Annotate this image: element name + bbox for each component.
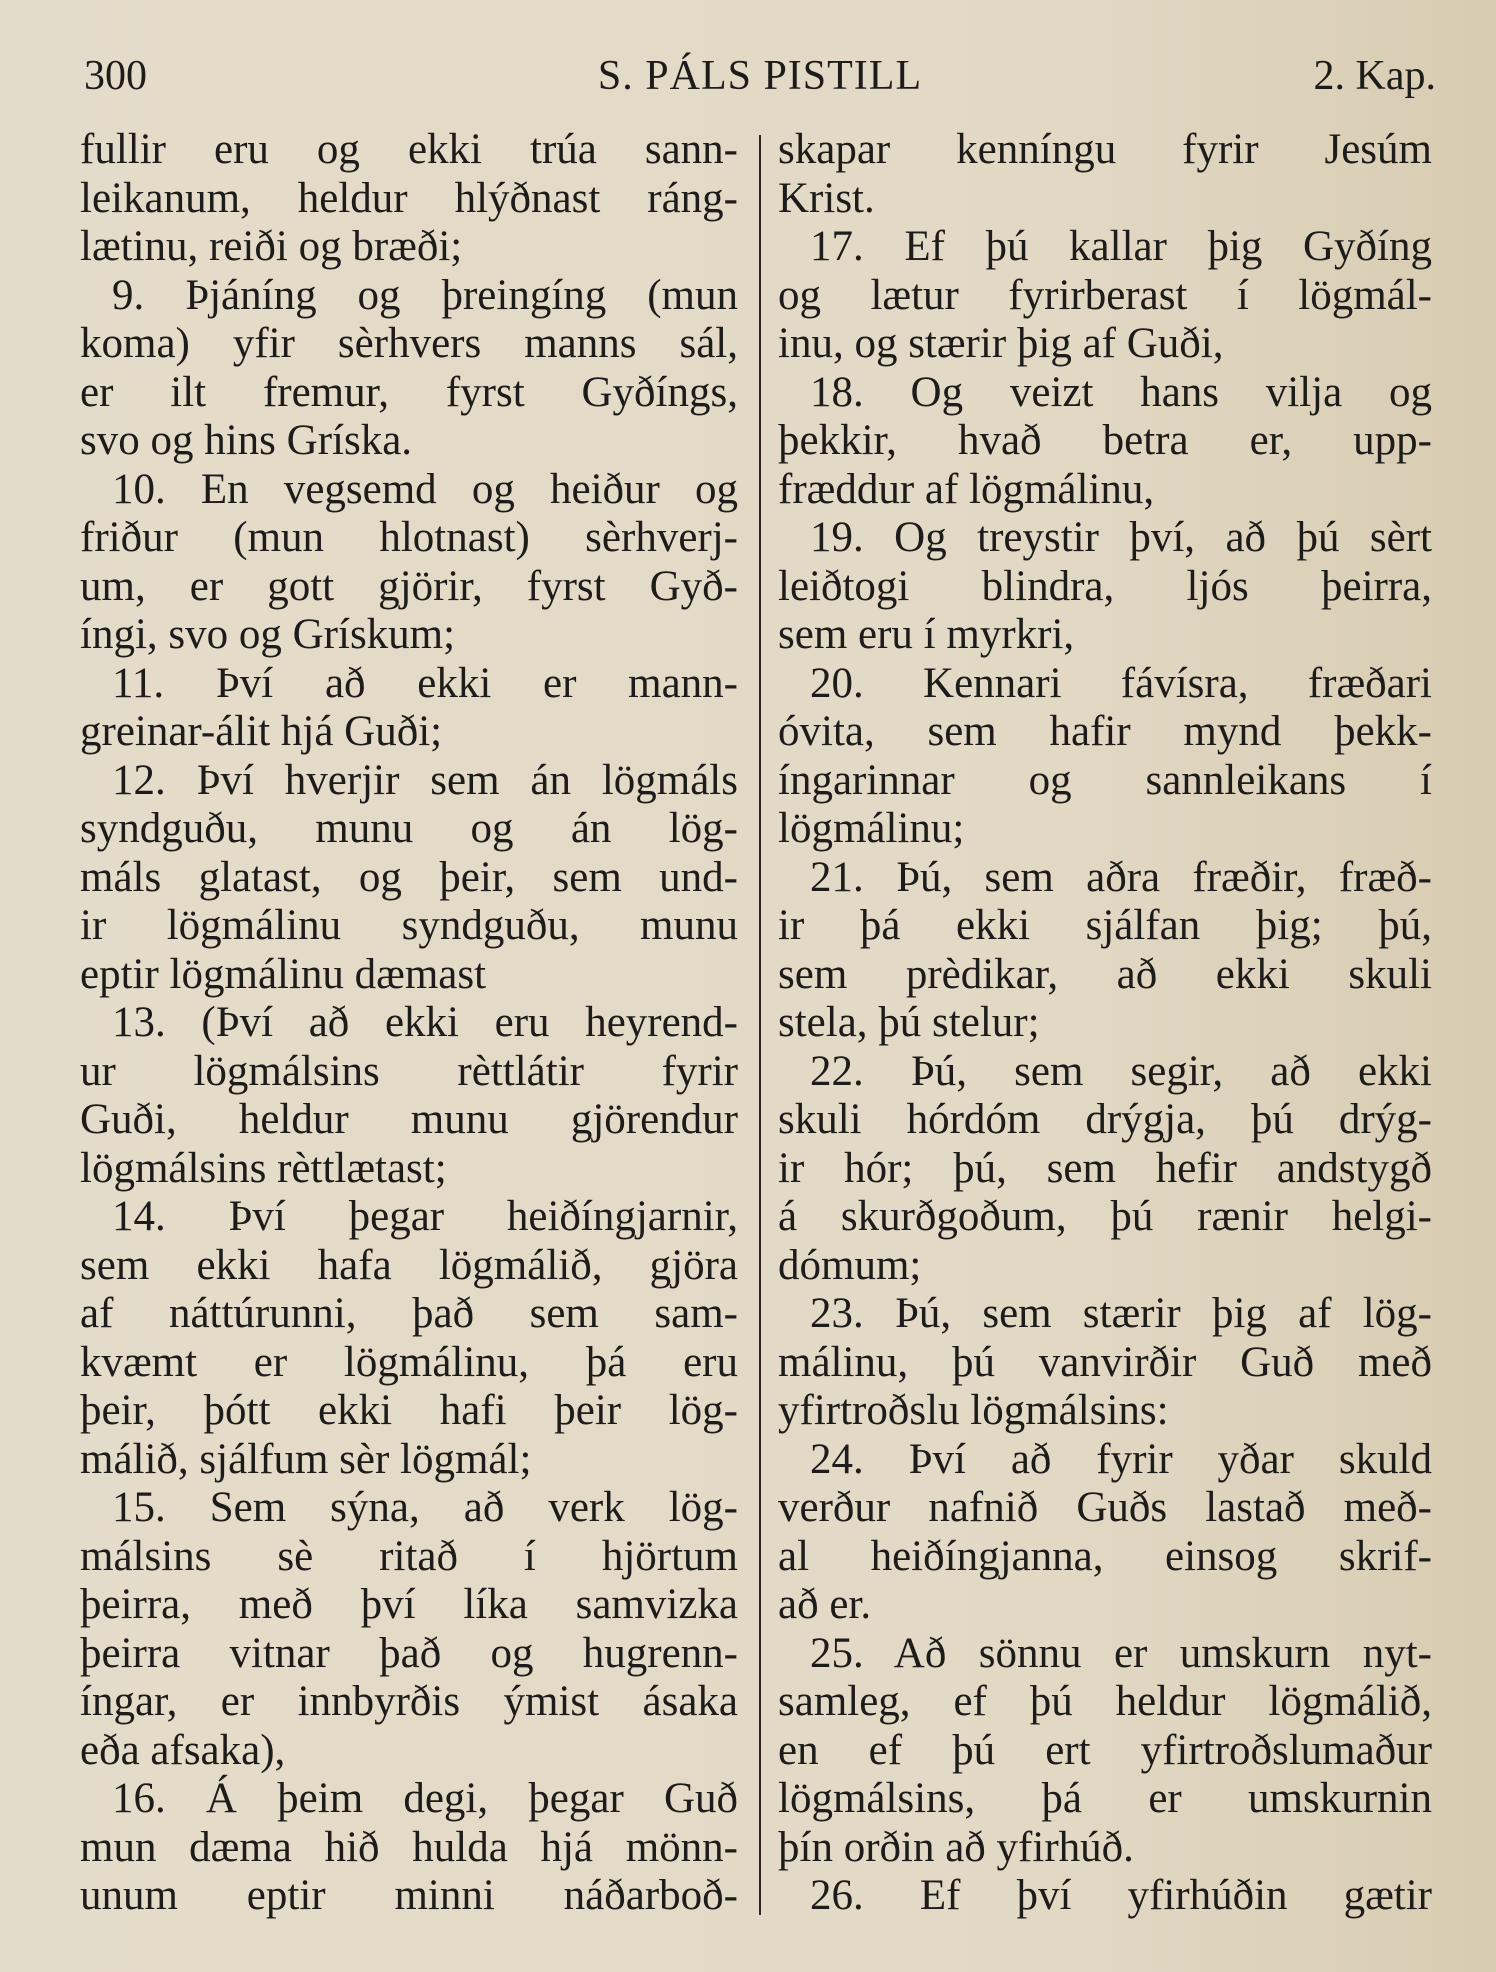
text-line: leikanum, heldur hlýðnast ráng- <box>80 174 738 222</box>
verse-paragraph <box>778 1290 1432 1436</box>
text-line: fullir eru og ekki trúa sann- <box>80 126 738 173</box>
verse-paragraph <box>778 126 1432 223</box>
text-line: 22. Þú, sem segir, að ekki <box>810 1047 1432 1095</box>
verse-paragraph <box>80 660 738 757</box>
text-line: koma) yfir sèrhvers manns sál, <box>80 320 738 367</box>
verse-paragraph <box>778 1872 1432 1921</box>
verse-paragraph <box>80 1775 738 1921</box>
column-divider <box>759 135 761 1915</box>
text-line: íngarinnar og sannleikans í <box>778 756 1432 804</box>
text-line: leiðtogi blindra, ljós þeirra, <box>778 562 1432 610</box>
text-line: friður (mun hlotnast) sèrhverj- <box>80 514 738 561</box>
text-line: íngar, er innbyrðis ýmist ásaka <box>80 1678 738 1725</box>
text-line: 23. Þú, sem stærir þig af lög- <box>810 1290 1432 1337</box>
running-title: S. PÁLS PISTILL <box>597 53 923 99</box>
text-line: skapar kenníngu fyrir Jesúm <box>778 126 1432 173</box>
text-line: 12. Því hverjir sem án lögmáls <box>112 756 738 804</box>
text-line: unum eptir minni náðarboð- <box>80 1872 738 1919</box>
text-line: 17. Ef þú kallar þig Gyðíng <box>810 223 1432 270</box>
text-line: þekkir, hvað betra er, upp- <box>778 417 1432 464</box>
text-line: syndguðu, munu og án lög- <box>80 805 738 852</box>
text-column-right <box>778 126 1432 1921</box>
text-line: eptir lögmálinu dæmast <box>80 950 487 998</box>
text-line: svo og hins Gríska. <box>80 417 413 464</box>
text-line: 18. Og veizt hans vilja og <box>810 368 1432 416</box>
text-line: inu, og stærir þig af Guði, <box>778 320 1224 367</box>
text-line: greinar-álit hjá Guði; <box>80 708 443 755</box>
text-line: Guði, heldur munu gjörendur <box>80 1096 738 1143</box>
text-line: sem ekki hafa lögmálið, gjöra <box>80 1241 738 1289</box>
text-line: málsins sè ritað í hjörtum <box>80 1532 738 1580</box>
text-line: 20. Kennari fávísra, fræðari <box>810 659 1432 707</box>
chapter-label: 2. Kap. <box>1313 53 1436 99</box>
text-line: fræddur af lögmálinu, <box>778 465 1155 513</box>
text-line: þín orðin að yfirhúð. <box>778 1823 1134 1871</box>
text-line: ir þá ekki sjálfan þig; þú, <box>778 902 1432 949</box>
text-line: þeir, þótt ekki hafi þeir lög- <box>80 1387 738 1434</box>
text-line: 24. Því að fyrir yðar skuld <box>810 1435 1432 1483</box>
text-line: sem prèdikar, að ekki skuli <box>778 950 1432 998</box>
text-line: málinu, þú vanvirðir Guð með <box>778 1338 1432 1386</box>
text-line: er ilt fremur, fyrst Gyðíngs, <box>80 368 738 416</box>
text-line: 21. Þú, sem aðra fræðir, fræð- <box>810 853 1432 901</box>
verse-paragraph <box>80 126 738 272</box>
text-line: þeirra vitnar það og hugrenn- <box>80 1629 738 1677</box>
text-line: samleg, ef þú heldur lögmálið, <box>778 1678 1432 1725</box>
text-line: máls glatast, og þeir, sem und- <box>80 853 738 901</box>
text-line: ur lögmálsins rèttlátir fyrir <box>80 1047 738 1095</box>
verse-paragraph <box>778 223 1432 369</box>
verse-paragraph <box>778 514 1432 660</box>
verse-paragraph <box>778 1048 1432 1291</box>
verse-paragraph <box>80 757 738 1000</box>
text-line: 25. Að sönnu er umskurn nyt- <box>810 1629 1432 1677</box>
text-line: en ef þú ert yfirtroðslumaður <box>778 1726 1432 1774</box>
text-line: stela, þú stelur; <box>778 999 1040 1046</box>
text-line: lætinu, reiði og bræði; <box>80 223 463 270</box>
text-line: 10. En vegsemd og heiður og <box>112 465 738 513</box>
text-line: af náttúrunni, það sem sam- <box>80 1290 738 1337</box>
text-line: og lætur fyrirberast í lögmál- <box>778 271 1432 319</box>
text-line: að er. <box>778 1581 872 1628</box>
text-line: málið, sjálfum sèr lögmál; <box>80 1435 532 1483</box>
verse-paragraph <box>80 1193 738 1484</box>
text-line: 19. Og treystir því, að þú sèrt <box>810 514 1432 561</box>
text-line: lögmálsins, þá er umskurnin <box>778 1775 1432 1822</box>
text-line: 16. Á þeim degi, þegar Guð <box>112 1775 738 1822</box>
text-line: Krist. <box>778 174 875 222</box>
text-line: á skurðgoðum, þú rænir helgi- <box>778 1193 1432 1240</box>
text-line: yfirtroðslu lögmálsins: <box>778 1387 1169 1434</box>
text-line: kvæmt er lögmálinu, þá eru <box>80 1338 738 1386</box>
text-line: sem eru í myrkri, <box>778 611 1075 658</box>
text-line: 13. (Því að ekki eru heyrend- <box>112 999 738 1046</box>
text-line: al heiðíngjanna, einsog skrif- <box>778 1532 1432 1580</box>
text-line: ir hór; þú, sem hefir andstygð <box>778 1144 1432 1192</box>
verse-paragraph <box>778 854 1432 1048</box>
text-line: skuli hórdóm drýgja, þú drýg- <box>778 1096 1432 1143</box>
text-line: óvita, sem hafir mynd þekk- <box>778 708 1432 755</box>
text-line: verður nafnið Guðs lastað með- <box>778 1484 1432 1531</box>
text-line: 26. Ef því yfirhúðin gætir <box>810 1872 1432 1919</box>
verse-paragraph <box>778 369 1432 515</box>
text-line: 14. Því þegar heiðíngjarnir, <box>112 1193 738 1240</box>
text-column-left <box>80 126 738 1921</box>
verse-paragraph <box>778 1436 1432 1630</box>
text-line: 11. Því að ekki er mann- <box>112 659 738 707</box>
text-line: lögmálinu; <box>778 805 965 852</box>
verse-paragraph <box>80 999 738 1193</box>
text-line: 9. Þjáníng og þreingíng (mun <box>112 271 738 319</box>
text-line: þeirra, með því líka samvizka <box>80 1581 738 1628</box>
text-line: ir lögmálinu syndguðu, munu <box>80 902 738 949</box>
text-line: eða afsaka), <box>80 1726 286 1774</box>
text-line: íngi, svo og Grískum; <box>80 611 456 658</box>
verse-paragraph <box>778 1630 1432 1873</box>
text-line: lögmálsins rèttlætast; <box>80 1144 447 1192</box>
verse-paragraph <box>80 1484 738 1775</box>
text-line: mun dæma hið hulda hjá mönn- <box>80 1823 738 1871</box>
text-line: 15. Sem sýna, að verk lög- <box>112 1484 738 1531</box>
verse-paragraph <box>80 272 738 466</box>
text-line: dómum; <box>778 1241 922 1289</box>
verse-paragraph <box>80 466 738 660</box>
verse-paragraph <box>778 660 1432 854</box>
text-line: um, er gott gjörir, fyrst Gyð- <box>80 562 738 610</box>
page-number: 300 <box>84 53 147 99</box>
running-header <box>84 52 1436 102</box>
